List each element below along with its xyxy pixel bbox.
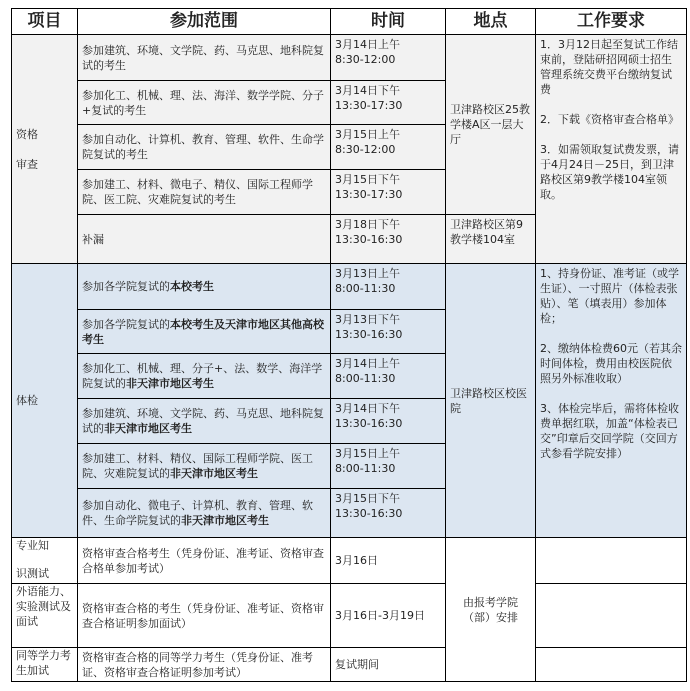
time: 13:30-16:30 [335,417,403,430]
scope-emphasis: 非天津市地区考生 [104,422,192,435]
header-location: 地点 [446,9,536,35]
location-cell: 卫津路校区25教学楼A区一层大厅 [446,35,536,215]
requirement: 3、体检完毕后，需将体检收费单据红联，加盖“体检表已交”印章后交回学院（交回方式参看学院安排） [540,402,679,460]
item-cell [12,538,78,584]
requirements-cell [536,584,687,648]
time-cell [331,170,446,215]
location-cell: 卫津路校区第9教学楼104室 [446,215,536,264]
item-qualification [12,35,78,264]
header-requirements: 工作要求 [536,9,687,35]
requirement: 2．下载《资格审查合格单》 [540,113,679,126]
date: 3月18日下午 [335,218,400,231]
table-row [12,35,687,81]
date: 3月15日上午 [335,128,400,141]
scope-cell: 参加建筑、环境、文学院、药、马克思、地科院复试的考生 [78,35,331,81]
scope-cell: 资格审查合格考生（凭身份证、准考证、资格审查合格单参加考试） [78,538,331,584]
time-cell [331,444,446,489]
scope-text: 参加化工、机械、理、分子+、法、数学、海洋学院复试的 [82,362,323,390]
scope-text: 参加建工、材料、精仪、国际工程师学院、医工院、灾难院复试的 [82,452,313,480]
time-cell [331,489,446,538]
requirements-cell [536,35,687,264]
time: 13:30-16:30 [335,233,403,246]
scope-emphasis: 非天津市地区考生 [170,467,258,480]
scope-cell [78,489,331,538]
requirements-cell [536,264,687,538]
requirement: 3．如需领取复试费发票，请于4月24日－25日，到卫津路校区第9教学楼104室领取。 [540,143,679,201]
scope-cell: 补漏 [78,215,331,264]
requirement: 1．3月12日起至复试工作结束前，登陆研招网硕士招生管理系统交费平台缴纳复试费 [540,38,678,96]
time-cell [331,215,446,264]
date: 3月15日下午 [335,492,400,505]
scope-text: 参加各学院复试的 [82,317,170,331]
date: 3月15日下午 [335,173,400,186]
header-row [12,9,687,35]
table-row [12,538,687,584]
date: 3月15日上午 [335,447,400,460]
table-row [12,648,687,682]
time: 8:00-11:30 [335,462,396,475]
requirements-cell [536,538,687,584]
scope-text: 参加建筑、环境、文学院、药、马克思、地科院复试的 [82,407,324,435]
time: 8:30-12:00 [335,143,396,156]
table-row [12,584,687,648]
location-cell: 由报考学院（部）安排 [446,538,536,682]
date: 3月14日上午 [335,357,400,370]
item-text: 识测试 [16,567,49,580]
scope-emphasis: 非天津市地区考生 [181,514,269,527]
date: 3月13日上午 [335,267,400,280]
time-cell [331,310,446,354]
time-cell: 3月16日 [331,538,446,584]
scope-cell: 参加建工、材料、微电子、精仪、国际工程师学院、医工院、灾难院复试的考生 [78,170,331,215]
scope-cell: 参加自动化、计算机、教育、管理、软件、生命学院复试的考生 [78,125,331,170]
header-item: 项目 [12,9,78,35]
date: 3月14日上午 [335,38,400,51]
scope-cell: 资格审查合格的同等学力考生（凭身份证、准考证、资格审查合格证明参加考试） [78,648,331,682]
item-text: 专业知 [16,539,49,552]
item-text: 审查 [16,157,38,171]
scope-cell: 资格审查合格的考生（凭身份证、准考证、资格审查合格证明参加面试） [78,584,331,648]
time: 13:30-17:30 [335,99,403,112]
item-text: 资格 [16,127,38,141]
time: 13:30-16:30 [335,328,403,341]
scope-cell [78,354,331,399]
time-cell [331,264,446,310]
item-physical-exam: 体检 [12,264,78,538]
date: 3月14日下午 [335,402,400,415]
scope-emphasis: 本校考生 [170,280,214,293]
time-cell [331,354,446,399]
time-cell [331,35,446,81]
time: 13:30-17:30 [335,188,403,201]
time-cell [331,125,446,170]
time: 8:30-12:00 [335,53,396,66]
requirement: 1、持身份证、准考证（或学生证）、一寸照片（体检表张贴）、笔（填表用）参加体检； [540,267,679,325]
header-scope: 参加范围 [78,9,331,35]
item-cell: 外语能力、实验测试及面试 [12,584,78,648]
time: 8:00-11:30 [335,282,396,295]
time-cell [331,81,446,125]
requirements-cell [536,648,687,682]
time-cell: 3月16日-3月19日 [331,584,446,648]
location-cell: 卫津路校区校医院 [446,264,536,538]
retest-schedule-table [11,8,687,682]
date: 3月13日下午 [335,313,400,326]
scope-cell: 参加化工、机械、理、法、海洋、数学学院、分子+复试的考生 [78,81,331,125]
scope-cell [78,264,331,310]
header-time: 时间 [331,9,446,35]
time-cell: 复试期间 [331,648,446,682]
date: 3月14日下午 [335,84,400,97]
time-cell [331,399,446,444]
scope-emphasis: 非天津市地区考生 [126,377,214,390]
table-row [12,264,687,310]
scope-cell [78,310,331,354]
scope-text: 参加各学院复试的 [82,280,170,293]
scope-emphasis: 本校考生及天津市地区其他高校考生 [82,317,324,346]
item-cell: 同等学力考生加试 [12,648,78,682]
scope-cell [78,444,331,489]
scope-text: 参加自动化、微电子、计算机、教育、管理、软件、生命学院复试的 [82,499,313,527]
scope-cell [78,399,331,444]
requirement: 2、缴纳体检费60元（若其余时间体检，费用由校医院依照另外标准收取） [540,342,682,385]
time: 8:00-11:30 [335,372,396,385]
time: 13:30-16:30 [335,507,403,520]
